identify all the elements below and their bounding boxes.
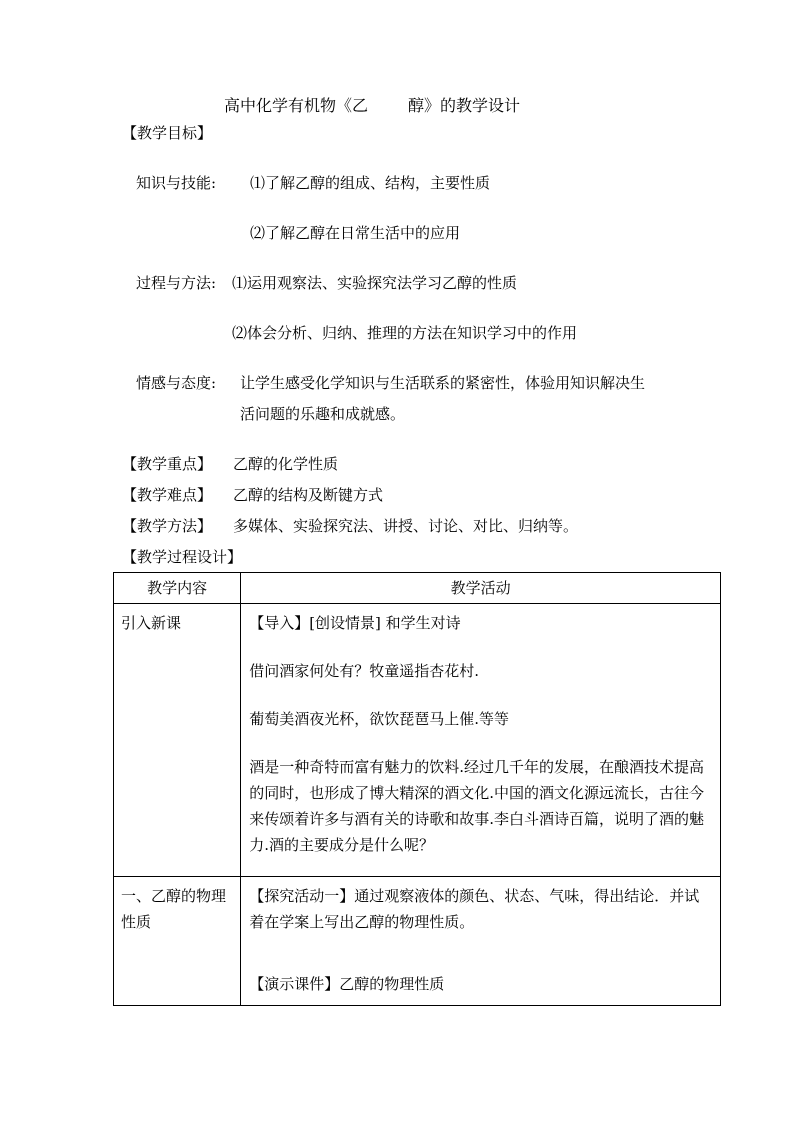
knowledge-label: 知识与技能: [136, 174, 217, 192]
key-point-value: 乙醇的化学性质 [233, 455, 339, 473]
row-2-activity [241, 877, 721, 1006]
row-2-content: 一、乙醇的物理性质 [114, 877, 241, 1006]
table-header-row [114, 573, 721, 604]
page-title [224, 96, 520, 116]
row-1-content: 引入新课 [114, 604, 241, 877]
process-design-heading: 【教学过程设计】 [122, 548, 243, 566]
activity-paragraph: 【探究活动一】通过观察液体的颜色、状态、气味，得出结论．并试着在学案上写出乙醇的物理性质。 [249, 887, 700, 931]
process-item-1: ⑴运用观察法、实验探究法学习乙醇的性质 [232, 274, 518, 292]
activity-paragraph: 借问酒家何处有？牧童遥指杏花村. [249, 662, 479, 680]
activity-paragraph: 【导入】[创设情景] 和学生对诗 [249, 614, 461, 632]
affect-line-1: 让学生感受化学知识与生活联系的紧密性，体验用知识解决生 [240, 374, 646, 392]
lesson-process-table [113, 572, 721, 1006]
objectives-heading: 【教学目标】 [122, 124, 213, 142]
header-content: 教学内容 [114, 573, 241, 604]
difficulty-value: 乙醇的结构及断键方式 [233, 486, 384, 504]
row-1-activity [241, 604, 721, 877]
title-part-2: 醇》的教学设计 [408, 96, 521, 115]
activity-paragraph: 葡萄美酒夜光杯，欲饮琵琶马上催.等等 [249, 710, 509, 728]
knowledge-item-1: ⑴了解乙醇的组成、结构，主要性质 [250, 174, 491, 192]
methods-label: 【教学方法】 [122, 517, 213, 535]
process-item-2: ⑵体会分析、归纳、推理的方法在知识学习中的作用 [232, 324, 578, 342]
table-row [114, 877, 721, 1006]
affect-line-2: 活问题的乐趣和成就感。 [240, 405, 406, 423]
difficulty-label: 【教学难点】 [122, 486, 213, 504]
activity-paragraph: 【演示课件】乙醇的物理性质 [249, 975, 445, 993]
activity-paragraph: 酒是一种奇特而富有魅力的饮料.经过几千年的发展，在酿酒技术提高的同时，也形成了博大精深的酒文化.中国的酒文化源远流长，古往今来传颂着许多与酒有关的诗歌和故事.李白斗酒诗百篇，说明了酒的魅力.酒的主要成分是什么呢？ [249, 758, 704, 854]
title-part-1: 高中化学有机物《乙 [224, 96, 369, 115]
header-activity: 教学活动 [241, 573, 721, 604]
table-row [114, 604, 721, 877]
affect-label: 情感与态度: [136, 374, 217, 392]
key-point-label: 【教学重点】 [122, 455, 213, 473]
knowledge-item-2: ⑵了解乙醇在日常生活中的应用 [250, 224, 461, 242]
process-label: 过程与方法: [136, 274, 217, 292]
methods-value: 多媒体、实验探究法、讲授、讨论、对比、归纳等。 [233, 517, 579, 535]
